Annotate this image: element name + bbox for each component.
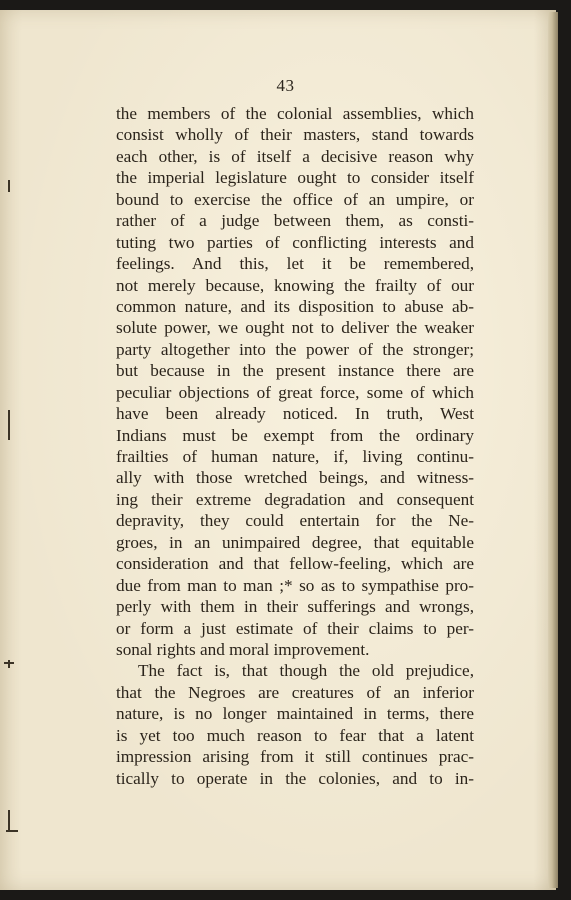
text-line: feelings. And this, let it be remembered, <box>116 254 474 274</box>
gutter-mark <box>6 830 18 832</box>
text-line: ing their extreme degradation and consequent <box>116 489 474 509</box>
text-line: depravity, they could entertain for the Ne- <box>116 511 474 531</box>
text-line: not merely because, knowing the frailty of our <box>116 275 474 295</box>
text-line: but because in the present instance there are <box>116 361 474 381</box>
text-line: rather of a judge between them, as consti- <box>116 211 474 231</box>
text-line: tically to operate in the colonies, and to in- <box>116 768 474 788</box>
text-line: nature, is no longer maintained in terms, there <box>116 704 474 724</box>
text-line: the imperial legislature ought to consider itself <box>116 168 474 188</box>
gutter-mark <box>8 410 10 440</box>
text-line: that the Negroes are creatures of an inferior <box>116 682 474 702</box>
text-line: impression arising from it still continues prac- <box>116 747 474 767</box>
gutter-mark <box>8 180 10 192</box>
text-line: bound to exercise the office of an umpire, or <box>116 189 474 209</box>
text-line: due from man to man ;* so as to sympathise pro- <box>116 575 474 595</box>
text-line: solute power, we ought not to deliver the weaker <box>116 318 474 338</box>
text-line: peculiar objections of great force, some of which <box>116 382 474 402</box>
text-line: the members of the colonial assemblies, which <box>116 104 474 123</box>
gutter-mark <box>8 810 10 832</box>
text-line: sonal rights and moral improvement. <box>116 639 370 659</box>
body-text <box>116 103 474 789</box>
page-edge <box>548 12 558 888</box>
text-line: perly with them in their sufferings and wrongs, <box>116 597 474 617</box>
text-line: groes, in an unimpaired degree, that equitable <box>116 532 474 552</box>
text-line: common nature, and its disposition to abuse ab- <box>116 296 474 316</box>
text-line: party altogether into the power of the stronger; <box>116 339 474 359</box>
text-line: consideration and that fellow-feeling, which are <box>116 554 474 574</box>
text-line: frailties of human nature, if, living continu- <box>116 447 474 466</box>
text-line: or form a just estimate of their claims to per- <box>116 618 474 638</box>
text-line: ally with those wretched beings, and witness- <box>116 468 474 488</box>
text-line: The fact is, that though the old prejudice, <box>138 661 474 681</box>
text-line: each other, is of itself a decisive reason why <box>116 146 474 166</box>
gutter-mark <box>8 660 10 668</box>
text-line: have been already noticed. In truth, West <box>116 404 474 424</box>
text-line: Indians must be exempt from the ordinary <box>116 425 474 445</box>
page-number: 43 <box>276 76 295 95</box>
text-line: tuting two parties of conflicting interests and <box>116 232 474 252</box>
text-line: consist wholly of their masters, stand towards <box>116 125 474 145</box>
text-line: is yet too much reason to fear that a latent <box>116 725 474 745</box>
